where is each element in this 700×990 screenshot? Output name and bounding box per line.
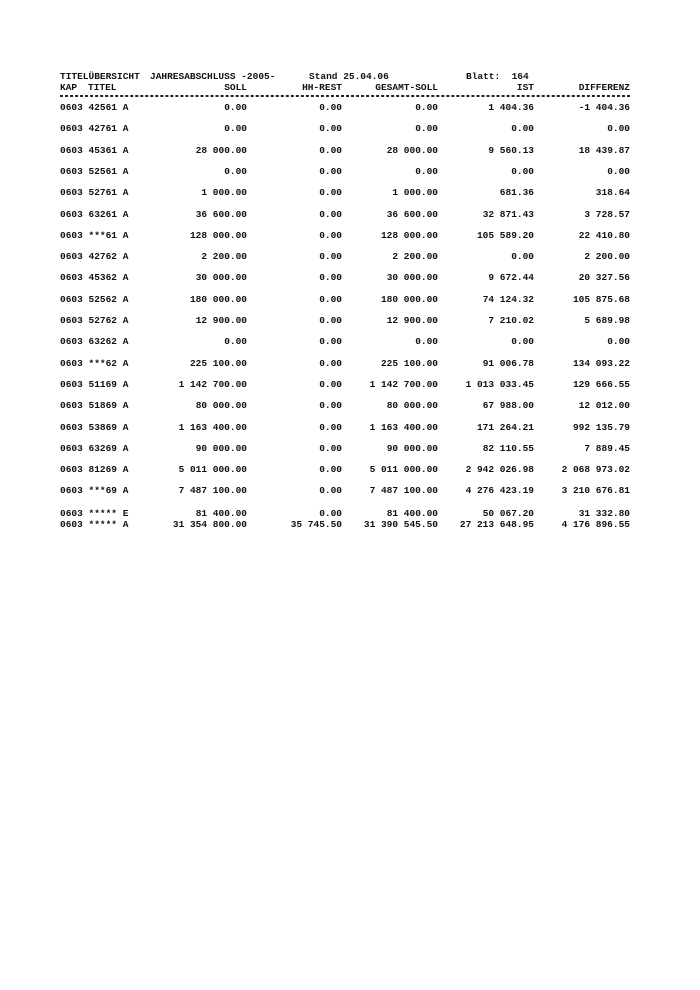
cell-hh-rest: 0.00 <box>319 442 342 454</box>
table-row <box>0 145 700 157</box>
cell-titel: 0603 52561 A <box>60 165 129 177</box>
cell-ist: 9 560.13 <box>488 144 534 156</box>
col-header-kap: KAP <box>60 82 78 93</box>
cell-ist: 74 124.32 <box>482 293 534 305</box>
cell-differenz: 318.64 <box>595 187 630 199</box>
cell-differenz: 3 210 676.81 <box>561 485 630 497</box>
cell-hh-rest: 0.00 <box>319 144 342 156</box>
cell-hh-rest: 0.00 <box>319 378 342 390</box>
table-row <box>0 379 700 391</box>
cell-ist: 0.00 <box>511 251 534 263</box>
cell-titel: 0603 ***62 A <box>60 357 129 369</box>
cell-differenz: 3 728.57 <box>584 208 630 220</box>
cell-differenz: 0.00 <box>607 123 630 135</box>
cell-gesamt-soll: 1 163 400.00 <box>369 421 438 433</box>
cell-gesamt-soll: 2 200.00 <box>392 251 438 263</box>
cell-titel: 0603 53869 A <box>60 421 129 433</box>
cell-hh-rest: 0.00 <box>319 485 342 497</box>
cell-soll: 81 400.00 <box>195 508 247 519</box>
cell-gesamt-soll: 1 142 700.00 <box>369 378 438 390</box>
cell-titel: 0603 51869 A <box>60 400 129 412</box>
cell-hh-rest: 0.00 <box>319 102 342 113</box>
cell-ist: 82 110.55 <box>482 442 534 454</box>
table-row <box>0 422 700 434</box>
table-row <box>0 485 700 497</box>
cell-hh-rest: 0.00 <box>319 315 342 326</box>
cell-differenz: 31 332.80 <box>578 508 630 519</box>
cell-gesamt-soll: 28 000.00 <box>386 144 438 156</box>
report-title: TITELÜBERSICHT <box>60 71 140 82</box>
page-number: Blatt: 164 <box>466 71 529 82</box>
cell-titel: 0603 63261 A <box>60 208 129 220</box>
cell-gesamt-soll: 225 100.00 <box>380 357 438 369</box>
cell-ist: 1 404.36 <box>488 102 534 113</box>
cell-gesamt-soll: 128 000.00 <box>380 229 438 241</box>
cell-differenz: 4 176 896.55 <box>561 519 630 530</box>
cell-ist: 105 589.20 <box>476 229 534 241</box>
cell-soll: 1 163 400.00 <box>178 421 247 433</box>
cell-ist: 27 213 648.95 <box>459 519 534 530</box>
col-header-ist: IST <box>516 82 534 93</box>
cell-titel: 0603 52761 A <box>60 187 129 199</box>
cell-titel: 0603 52762 A <box>60 315 129 326</box>
cell-titel: 0603 ***69 A <box>60 485 129 497</box>
cell-ist: 681.36 <box>499 187 534 199</box>
report-date: Stand 25.04.06 <box>309 71 389 82</box>
cell-differenz: 12 012.00 <box>578 400 630 412</box>
total-row <box>0 519 700 531</box>
cell-differenz: 22 410.80 <box>578 229 630 241</box>
cell-differenz: 20 327.56 <box>578 272 630 284</box>
cell-differenz: 129 666.55 <box>572 378 630 390</box>
header-separator <box>60 95 630 97</box>
cell-ist: 67 988.00 <box>482 400 534 412</box>
table-row <box>0 230 700 242</box>
cell-ist: 2 942 026.98 <box>465 464 534 476</box>
cell-gesamt-soll: 180 000.00 <box>380 293 438 305</box>
cell-gesamt-soll: 90 000.00 <box>386 442 438 454</box>
table-row <box>0 443 700 455</box>
cell-gesamt-soll: 80 000.00 <box>386 400 438 412</box>
cell-gesamt-soll: 1 000.00 <box>392 187 438 199</box>
cell-soll: 180 000.00 <box>189 293 247 305</box>
cell-gesamt-soll: 0.00 <box>415 123 438 135</box>
cell-hh-rest: 0.00 <box>319 251 342 263</box>
cell-hh-rest: 0.00 <box>319 508 342 519</box>
cell-hh-rest: 0.00 <box>319 293 342 305</box>
cell-soll: 0.00 <box>224 336 247 348</box>
cell-differenz: 0.00 <box>607 165 630 177</box>
cell-hh-rest: 0.00 <box>319 421 342 433</box>
table-row <box>0 358 700 370</box>
cell-gesamt-soll: 0.00 <box>415 336 438 348</box>
cell-titel: 0603 63269 A <box>60 442 129 454</box>
cell-ist: 0.00 <box>511 336 534 348</box>
cell-ist: 7 210.02 <box>488 315 534 326</box>
cell-gesamt-soll: 30 000.00 <box>386 272 438 284</box>
table-row <box>0 294 700 306</box>
cell-hh-rest: 0.00 <box>319 208 342 220</box>
cell-ist: 0.00 <box>511 123 534 135</box>
cell-soll: 5 011 000.00 <box>178 464 247 476</box>
cell-hh-rest: 0.00 <box>319 272 342 284</box>
col-header-titel: TITEL <box>88 82 117 93</box>
cell-gesamt-soll: 5 011 000.00 <box>369 464 438 476</box>
table-row <box>0 251 700 263</box>
cell-soll: 225 100.00 <box>189 357 247 369</box>
cell-titel: 0603 ***** A <box>60 519 129 530</box>
cell-hh-rest: 35 745.50 <box>290 519 342 530</box>
cell-hh-rest: 0.00 <box>319 123 342 135</box>
table-row <box>0 272 700 284</box>
cell-titel: 0603 51169 A <box>60 378 129 390</box>
cell-ist: 91 006.78 <box>482 357 534 369</box>
cell-gesamt-soll: 0.00 <box>415 165 438 177</box>
table-row <box>0 166 700 178</box>
cell-soll: 2 200.00 <box>201 251 247 263</box>
cell-hh-rest: 0.00 <box>319 187 342 199</box>
cell-titel: 0603 45361 A <box>60 144 129 156</box>
cell-ist: 4 276 423.19 <box>465 485 534 497</box>
cell-gesamt-soll: 0.00 <box>415 102 438 113</box>
cell-hh-rest: 0.00 <box>319 464 342 476</box>
cell-titel: 0603 ***** E <box>60 508 129 519</box>
cell-soll: 0.00 <box>224 123 247 135</box>
cell-differenz: 5 689.98 <box>584 315 630 326</box>
cell-titel: 0603 52562 A <box>60 293 129 305</box>
cell-hh-rest: 0.00 <box>319 400 342 412</box>
cell-hh-rest: 0.00 <box>319 229 342 241</box>
col-header-soll: SOLL <box>224 82 247 93</box>
cell-soll: 128 000.00 <box>189 229 247 241</box>
cell-soll: 1 142 700.00 <box>178 378 247 390</box>
cell-ist: 32 871.43 <box>482 208 534 220</box>
cell-gesamt-soll: 36 600.00 <box>386 208 438 220</box>
cell-soll: 12 900.00 <box>195 315 247 326</box>
cell-titel: 0603 ***61 A <box>60 229 129 241</box>
cell-differenz: 7 889.45 <box>584 442 630 454</box>
table-row <box>0 187 700 199</box>
table-row <box>0 209 700 221</box>
col-header-differenz: DIFFERENZ <box>578 82 630 93</box>
cell-titel: 0603 42761 A <box>60 123 129 135</box>
cell-ist: 171 264.21 <box>476 421 534 433</box>
cell-soll: 80 000.00 <box>195 400 247 412</box>
col-header-gesamt-soll: GESAMT-SOLL <box>375 82 438 93</box>
cell-gesamt-soll: 12 900.00 <box>386 315 438 326</box>
cell-titel: 0603 45362 A <box>60 272 129 284</box>
cell-ist: 9 672.44 <box>488 272 534 284</box>
table-row <box>0 102 700 114</box>
cell-gesamt-soll: 81 400.00 <box>386 508 438 519</box>
cell-hh-rest: 0.00 <box>319 357 342 369</box>
table-row <box>0 400 700 412</box>
cell-differenz: 992 135.79 <box>572 421 630 433</box>
cell-gesamt-soll: 7 487 100.00 <box>369 485 438 497</box>
cell-soll: 1 000.00 <box>201 187 247 199</box>
cell-titel: 0603 42762 A <box>60 251 129 263</box>
report-subtitle: JAHRESABSCHLUSS -2005- <box>150 71 276 82</box>
cell-ist: 1 013 033.45 <box>465 378 534 390</box>
table-row <box>0 123 700 135</box>
table-row <box>0 315 700 327</box>
cell-soll: 7 487 100.00 <box>178 485 247 497</box>
cell-hh-rest: 0.00 <box>319 165 342 177</box>
cell-differenz: 105 875.68 <box>572 293 630 305</box>
cell-titel: 0603 42561 A <box>60 102 129 113</box>
cell-soll: 0.00 <box>224 102 247 113</box>
cell-gesamt-soll: 31 390 545.50 <box>363 519 438 530</box>
col-header-hh-rest: HH-REST <box>302 82 342 93</box>
table-row <box>0 336 700 348</box>
cell-differenz: 2 200.00 <box>584 251 630 263</box>
cell-differenz: 18 439.87 <box>578 144 630 156</box>
cell-differenz: 2 068 973.02 <box>561 464 630 476</box>
cell-titel: 0603 63262 A <box>60 336 129 348</box>
cell-differenz: -1 404.36 <box>578 102 630 113</box>
cell-differenz: 134 093.22 <box>572 357 630 369</box>
cell-soll: 90 000.00 <box>195 442 247 454</box>
cell-soll: 36 600.00 <box>195 208 247 220</box>
cell-differenz: 0.00 <box>607 336 630 348</box>
cell-soll: 31 354 800.00 <box>172 519 247 530</box>
cell-soll: 0.00 <box>224 165 247 177</box>
cell-soll: 28 000.00 <box>195 144 247 156</box>
table-row <box>0 464 700 476</box>
cell-ist: 50 067.20 <box>482 508 534 519</box>
cell-soll: 30 000.00 <box>195 272 247 284</box>
cell-ist: 0.00 <box>511 165 534 177</box>
cell-titel: 0603 81269 A <box>60 464 129 476</box>
cell-hh-rest: 0.00 <box>319 336 342 348</box>
